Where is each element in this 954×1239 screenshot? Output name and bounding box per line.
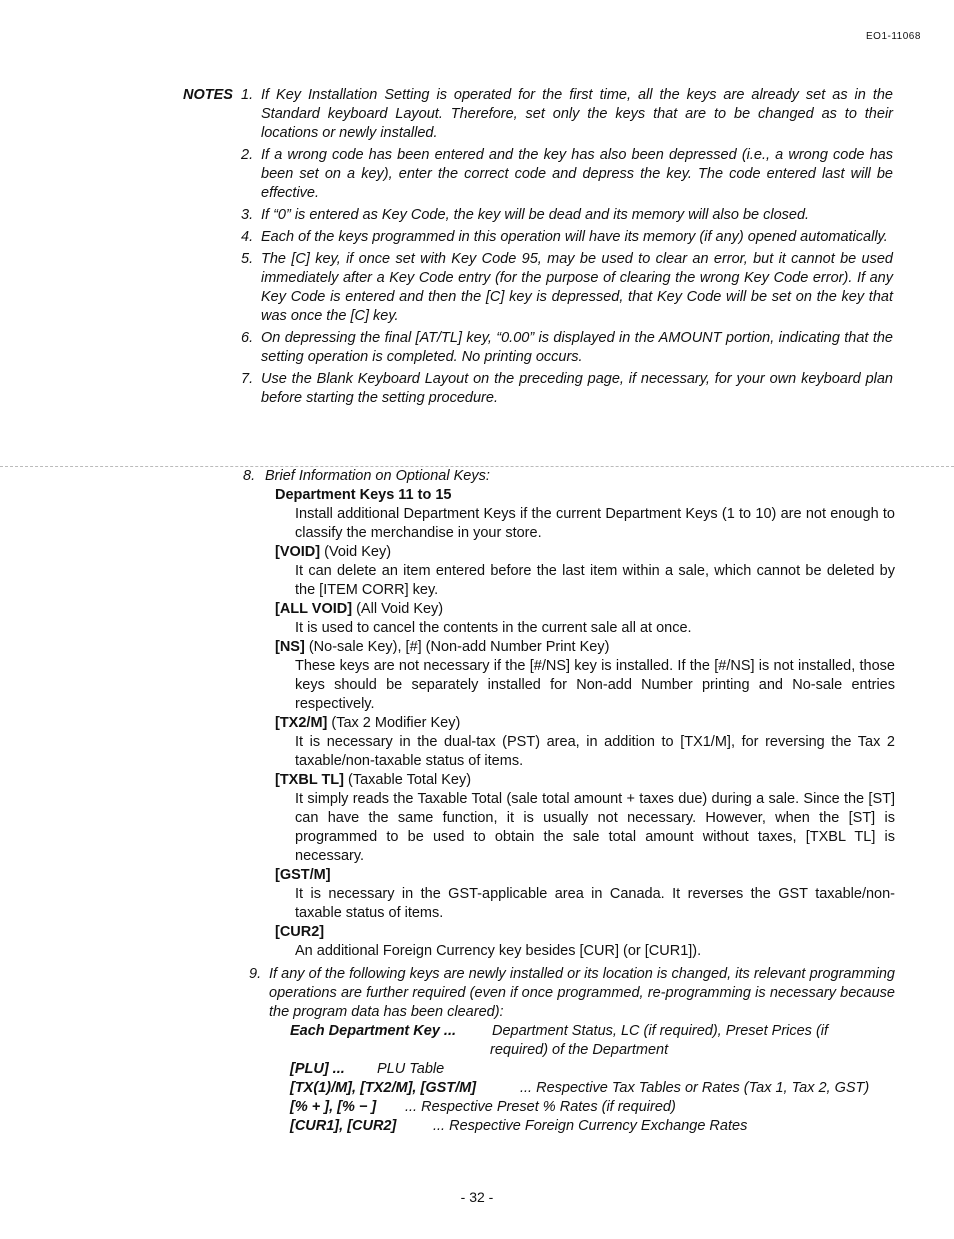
- key-description: These keys are not necessary if the [#/NS] key is installed. If the [#/NS] is not installed, those keys should be separately installed for Non-add Number printing and No-sale entries respectively.: [295, 658, 895, 712]
- programming-requirement: ... Respective Foreign Currency Exchange Rates: [433, 1118, 748, 1134]
- programming-key: [PLU] ...: [290, 1061, 345, 1077]
- note-9-text: If any of the following keys are newly installed or its location is changed, its relevant programming operations are further required (even if once programmed, re-programming is necessary because the program data has been cleared):: [269, 966, 895, 1020]
- programming-row: [183, 1117, 895, 1136]
- programming-key: Each Department Key ...: [290, 1023, 456, 1039]
- key-subtitle: (All Void Key): [356, 601, 444, 617]
- programming-row: [183, 1079, 895, 1098]
- note-item: [183, 329, 893, 367]
- programming-row: [183, 1098, 895, 1117]
- programming-row: [183, 1060, 895, 1079]
- note-number: 3.: [241, 207, 254, 223]
- note-item: [183, 228, 893, 247]
- key-name: [TX2/M]: [275, 715, 328, 731]
- optional-keys-heading: [183, 467, 895, 486]
- note-item: [183, 86, 893, 143]
- document-id: EO1-11068: [866, 31, 921, 42]
- notes-label: NOTES: [183, 87, 233, 103]
- note-number: 6.: [241, 330, 254, 346]
- key-name: [NS]: [275, 639, 305, 655]
- note-text: If “0” is entered as Key Code, the key will be dead and its memory will also be closed.: [261, 207, 810, 223]
- programming-requirement: Department Status, LC (if required), Preset Prices (if: [492, 1023, 829, 1039]
- key-name: [GST/M]: [275, 867, 331, 883]
- key-subtitle: (Void Key): [324, 544, 392, 560]
- key-entry-title: [183, 923, 895, 942]
- key-entry-title: [183, 771, 895, 790]
- notes-section: [183, 86, 893, 411]
- note-text: The [C] key, if once set with Key Code 95, may be used to clear an error, but it cannot be used immediately after a Key Code entry (for the purpose of clearing the wrong Key Code error). If any Key Code is entered and then the [C] key is depressed, that Key Code will be set on the key that was once the [C] key.: [261, 251, 893, 324]
- programming-key: [% + ], [% − ]: [290, 1099, 377, 1115]
- key-description: It simply reads the Taxable Total (sale total amount + taxes due) during a sale. Since the [ST] can have the same function, it is usually not necessary. However, when the [ST] is programmed to be used to obtain the sale total amount without taxes, [TXBL TL] is necessary.: [295, 791, 895, 864]
- note-text: Each of the keys programmed in this operation will have its memory (if any) opened automatically.: [261, 229, 888, 245]
- note-number: 5.: [241, 251, 254, 267]
- key-entry-title: [183, 714, 895, 733]
- note-number: 1.: [241, 87, 254, 103]
- note-text: Use the Blank Keyboard Layout on the preceding page, if necessary, for your own keyboard plan before starting the setting procedure.: [261, 371, 893, 406]
- key-name: Department Keys 11 to 15: [275, 487, 452, 503]
- page-number: - 32 -: [460, 1189, 494, 1205]
- note-item: [183, 206, 893, 225]
- programming-requirement: ... Respective Preset % Rates (if required): [405, 1099, 676, 1115]
- programming-requirement: PLU Table: [377, 1061, 445, 1077]
- note-number: 7.: [241, 371, 254, 387]
- programming-requirement: ... Respective Tax Tables or Rates (Tax 1, Tax 2, GST): [520, 1080, 870, 1096]
- programming-key: [TX(1)/M], [TX2/M], [GST/M]: [290, 1080, 477, 1096]
- key-entry-title: [183, 866, 895, 885]
- key-entry-title: [183, 486, 895, 505]
- programming-row: [183, 1022, 895, 1041]
- note-number: 9.: [249, 966, 262, 982]
- note-text: If a wrong code has been entered and the key has also been depressed (i.e., a wrong code has been set on a key), enter the correct code and depress the key. The code entered last will be effective.: [261, 147, 893, 201]
- programming-requirement: required) of the Department: [490, 1042, 669, 1058]
- key-name: [TXBL TL]: [275, 772, 344, 788]
- optional-keys-section: [183, 467, 895, 961]
- key-name: [VOID]: [275, 544, 321, 560]
- key-subtitle: (Tax 2 Modifier Key): [331, 715, 461, 731]
- key-description: An additional Foreign Currency key besides [CUR] (or [CUR1]).: [295, 943, 702, 959]
- key-subtitle: (Taxable Total Key): [348, 772, 472, 788]
- key-entry-title: [183, 600, 895, 619]
- note-9-section: [183, 965, 895, 1136]
- note-text: On depressing the final [AT/TL] key, “0.00” is displayed in the AMOUNT portion, indicating that the setting operation is completed. No printing occurs.: [261, 330, 893, 365]
- note-item: [183, 250, 893, 326]
- note-number: 2.: [241, 147, 254, 163]
- note-item: [183, 146, 893, 203]
- key-description: Install additional Department Keys if the current Department Keys (1 to 10) are not enough to classify the merchandise in your store.: [295, 506, 895, 541]
- note-item: [183, 370, 893, 408]
- programming-row: [183, 1041, 895, 1060]
- programming-key: [CUR1], [CUR2]: [290, 1118, 397, 1134]
- key-description: It is necessary in the dual-tax (PST) area, in addition to [TX1/M], for reversing the Tax 2 taxable/non-taxable status of items.: [295, 734, 895, 769]
- note-9-intro: [183, 965, 895, 1022]
- key-name: [CUR2]: [275, 924, 325, 940]
- key-description: It is necessary in the GST-applicable area in Canada. It reverses the GST taxable/non-taxable status of items.: [295, 886, 895, 921]
- key-name: [ALL VOID]: [275, 601, 353, 617]
- key-entry-title: [183, 638, 895, 657]
- heading-text: Brief Information on Optional Keys:: [265, 468, 490, 484]
- key-entry-title: [183, 543, 895, 562]
- key-description: It can delete an item entered before the last item within a sale, which cannot be deleted by the [ITEM CORR] key.: [295, 563, 895, 598]
- key-description: It is used to cancel the contents in the current sale all at once.: [295, 620, 692, 636]
- note-text: If Key Installation Setting is operated for the first time, all the keys are already set as in the Standard keyboard Layout. Therefore, set only the keys that are to be changed as to their locations or newly installed.: [261, 87, 893, 141]
- key-subtitle: (No-sale Key), [#] (Non-add Number Print Key): [308, 639, 610, 655]
- note-number: 4.: [241, 229, 254, 245]
- note-number: 8.: [243, 468, 256, 484]
